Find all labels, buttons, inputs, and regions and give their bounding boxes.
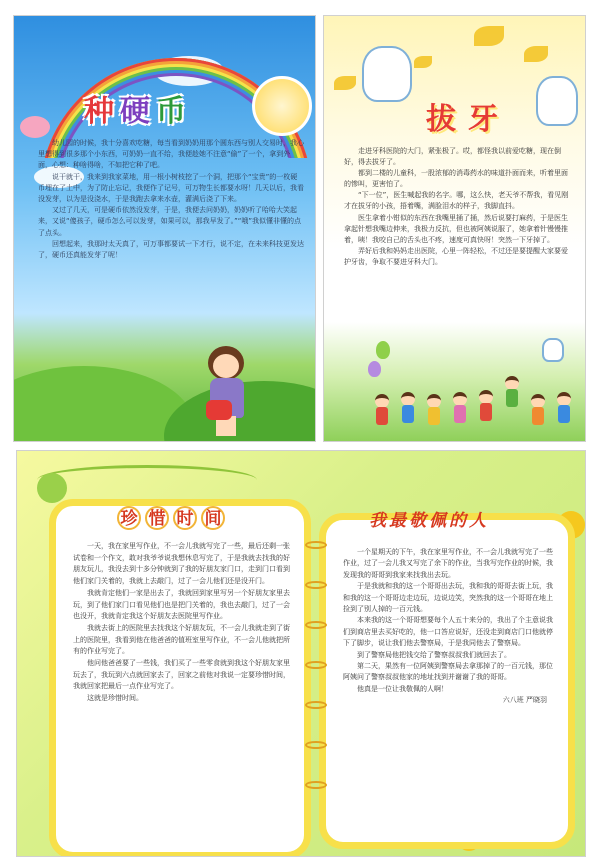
paragraph: 说干就干，我来到我家菜地，用一根小树枝挖了一个洞，把那个“宝贵”的一枚硬币埋在了土中，为了防止忘记，我便作了记号，可万物生长都要水呀！几天以后，我看没发芽，以为是没浇水，于是我跑去拿来水壶，灌满后浇了下来。 xyxy=(38,172,304,204)
vine-decoration-icon xyxy=(37,465,257,495)
paragraph: 回想起来，我那时太天真了，可万事都要试一下才行，说不定，在未来科技更发达了，硬币还真能发芽了呢！ xyxy=(38,239,304,260)
essay-body xyxy=(38,138,304,358)
paragraph: 一天，我在家里写作业，不一会儿我就写完了一些，最后还剩一张试卷和一个作文，敢对我爷爷说我想休息写完了，于是我就去找我的好朋友玩儿，我没去到十多分钟就到了我的好朋友家门口，走到门口看到他们家门关着的，我就上去敲门，过了一会儿他们还是没开门。 xyxy=(73,542,290,586)
paragraph: 一个星期天的下午，我在家里写作业，不一会儿我就写完了一些作业，过了一会儿我又写完了余下的作业，当我写完作业的时候，我发现我的哥哥到我家来找我出去玩。 xyxy=(343,548,553,579)
paragraph: 医生拿着小钳似的东西在我嘴里捅了捅，然后说要打麻药，于是医生拿起针想我嘴边伸来，我极力反抗，但也被阿姨说服了，她拿着针慢慢推着，咦！我咬自己的舌头也不疼，速度可真快呀！突然一下牙掉了。 xyxy=(344,213,568,244)
balloon-icon xyxy=(368,361,381,377)
child-icon xyxy=(478,390,494,430)
poster-title: 拔牙 xyxy=(426,102,510,137)
leaf-icon xyxy=(524,46,548,62)
paragraph: 幼儿园的时候，我十分喜欢吃糖，每当看到奶奶用那个圆东西与别人交易时，我心里想得到很多那个小东西，可奶奶一直不给，我便趁她不注意“偷”了一个，拿到外面，心想：种啥得啥，不如把它种了吧。 xyxy=(38,139,304,170)
spiral-ring-icon xyxy=(305,581,327,589)
child-icon xyxy=(504,376,520,416)
child-icon xyxy=(452,392,468,432)
author-signature: 六八班 严晓羽 xyxy=(502,696,547,705)
right-essay-title: 我最敬佩的人 xyxy=(369,511,489,531)
girl-watering-icon xyxy=(194,346,264,441)
watering-can-icon xyxy=(206,400,232,420)
poster-tooth-extraction xyxy=(323,15,586,442)
paragraph: 走进牙科医院的大门，紧张极了。哎，都怪我以前爱吃糖，现在倒好，得去拔牙了。 xyxy=(344,147,561,167)
spiral-ring-icon xyxy=(305,781,327,789)
child-icon xyxy=(374,394,390,434)
leaf-icon xyxy=(414,56,432,68)
reading-child-badge-icon xyxy=(252,76,312,136)
tooth-toothbrush-icon xyxy=(542,338,564,362)
right-essay-body xyxy=(343,547,557,842)
paragraph: 这就是珍惜时间。 xyxy=(87,694,143,703)
essay-body xyxy=(344,146,570,351)
leaf-icon xyxy=(334,76,356,90)
child-icon xyxy=(530,394,546,434)
poster-notebook xyxy=(16,450,586,857)
paragraph: 于是我就和我的这一个哥哥出去玩，我和我的哥哥去街上玩，我和我的这一个哥哥边走边玩，边说边笑，突然我的这一个哥哥在地上捡到了别人掉的一百元钱。 xyxy=(343,582,553,614)
spiral-ring-icon xyxy=(305,661,327,669)
balloon-icon xyxy=(376,341,390,359)
fish-character-icon xyxy=(20,116,50,138)
child-icon xyxy=(556,392,572,432)
spiral-ring-icon xyxy=(305,621,327,629)
child-icon xyxy=(400,392,416,432)
spiral-ring-icon xyxy=(305,701,327,709)
left-essay-body xyxy=(73,541,295,846)
paragraph: 我就肯定他们一家是出去了，我就回到家里写另一个好朋友家里去玩，到了他们家门口看见他们也是把门关着的，我也去敲门，过了一会也没开，我就肯定我这个好朋友去医院里写作业。 xyxy=(73,588,290,621)
paragraph: 他真是一位让我敬佩的人啊！ xyxy=(357,684,448,693)
poster-plant-coin xyxy=(13,15,316,442)
spiral-ring-icon xyxy=(305,541,327,549)
paragraph: 都到二楼的儿童科，一股浓郁的消毒药水的味道扑面而来，听着里面的惨叫，更害怕了。 xyxy=(344,169,568,189)
paragraph: 又过了几天，可是硬币依然没发芽，于是，我便去问奶奶，奶奶听了哈哈大笑起来，又说“傻孩子，硬币怎么可以发芽，如果可以，那我早发了。”“哦”我似懂非懂的点了点头。 xyxy=(38,206,302,237)
paragraph: “下一位”，医生喊起我的名字。哪，这么快，老天爷不帮我，看见刚才在拔牙的小孩，捂着嘴，满脸泪水的样子，我脚直抖。 xyxy=(344,191,569,211)
leaf-icon xyxy=(474,26,504,46)
tooth-icon xyxy=(362,46,412,102)
paragraph: 本来我的这一个哥哥想要每个人五十来分的，我出了个主意说我们到商店里去买好吃的，他一口答应说好，还没走到商店门口他就停下了脚步，说让我们他去警察局，于是我同他去了警察局。 xyxy=(343,616,553,648)
paragraph: 第二天，果然有一位阿姨到警察局去拿那掉了的一百元钱，那位阿姨问了警察叔叔他家的地址找到并谢谢了我的哥哥。 xyxy=(343,662,553,682)
tooth-graduate-icon xyxy=(536,76,578,126)
left-essay-title: 珍 惜 时 间 xyxy=(117,506,229,530)
spiral-ring-icon xyxy=(305,741,327,749)
paragraph: 到了警察局他把钱交给了警察叔叔我们就回去了。 xyxy=(357,650,511,659)
clover-icon xyxy=(37,473,67,503)
paragraph: 我就去街上的医院里去找我这个好朋友玩，不一会儿我就走到了街上的医院里，我看到他在他爸爸的值班室里写作业，不一会儿他就把所有的作业写完了。 xyxy=(73,623,290,656)
paragraph: 他问他爸爸要了一些钱，我们买了一些零食就到我这个好朋友家里玩去了，我玩到六点就回家去了，回家之前他对我说一定要珍惜时间，我就回家把最后一点作业写完了。 xyxy=(73,659,290,691)
poster-title: 种硬币 xyxy=(84,94,192,129)
paragraph: 弄好后我和妈妈走出医院，心里一阵轻松，不过还是要提醒大家要爱护牙齿，争取不要进牙科大门。 xyxy=(344,246,568,266)
child-icon xyxy=(426,394,442,434)
